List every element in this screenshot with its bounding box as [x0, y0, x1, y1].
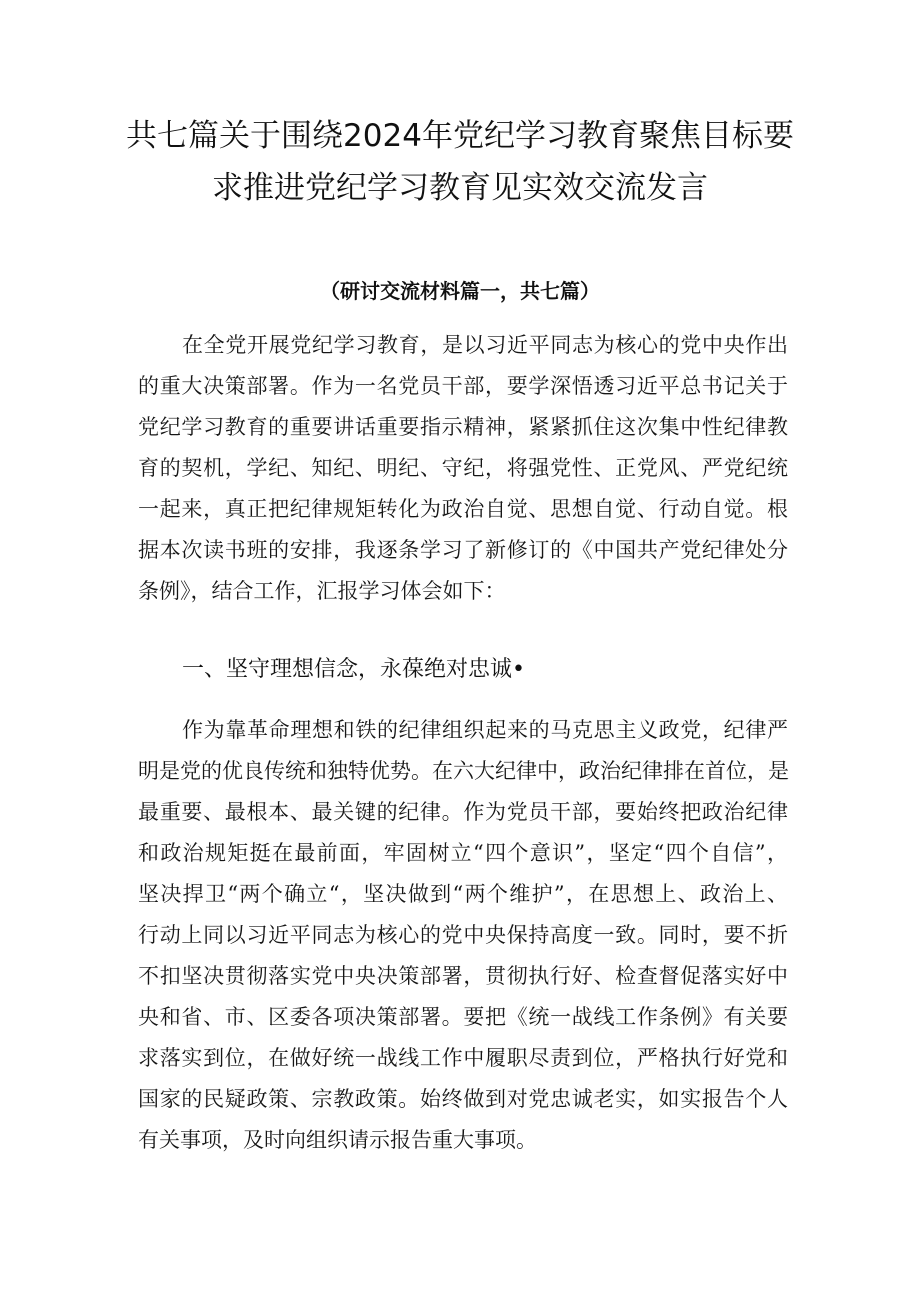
section-line: 有关事项，及时向组织请示报告重大事项。 — [138, 1128, 537, 1152]
title-line-1: 共七篇关于围绕2024年党纪学习教育聚焦目标要 — [126, 118, 794, 154]
section-line: 作为靠革命理想和铁的纪律组织起来的马克思主义政党，纪律严 — [182, 718, 788, 742]
intro-line: 据本次读书班的安排，我逐条学习了新修订的《中国共产党纪律处分 — [138, 538, 788, 562]
section-line: 最重要、最根本、最关键的纪律。作为党员干部，要始终把政治纪律 — [138, 800, 788, 824]
section-paragraph — [138, 710, 788, 1161]
section-line: 行动上同以习近平同志为核心的党中央保持高度一致。同时，要不折 — [138, 923, 788, 947]
section-line: 央和省、市、区委各项决策部署。要把《统一战线工作条例》有关要 — [138, 1005, 788, 1029]
intro-line: 党纪学习教育的重要讲话重要指示精神，紧紧抓住这次集中性纪律教 — [138, 415, 788, 439]
intro-line: 在全党开展党纪学习教育，是以习近平同志为核心的党中央作出 — [182, 333, 788, 357]
section-line: 国家的民疑政策、宗教政策。始终做到对党忠诚老实，如实报告个人 — [138, 1087, 788, 1111]
section-line: 明是党的优良传统和独特优势。在六大纪律中，政治纪律排在首位，是 — [138, 759, 789, 783]
intro-line: 一起来，真正把纪律规矩转化为政治自觉、思想自觉、行动自觉。根 — [138, 497, 788, 521]
intro-paragraph — [138, 325, 788, 612]
title-line-2: 求推进党纪学习教育见实效交流发言 — [212, 170, 708, 206]
intro-line: 育的契机，学纪、知纪、明纪、守纪，将强党性、正党风、严党纪统 — [138, 456, 788, 480]
section-line: 和政治规矩挺在最前面，牢固树立“四个意识”，坚定“四个自信”， — [138, 841, 788, 865]
section-line: 不扣坚决贯彻落实党中央决策部署，贯彻执行好、检查督促落实好中 — [138, 964, 788, 988]
document-subtitle: （研讨交流材料篇一，共七篇） — [320, 279, 600, 303]
section-line: 坚决捍卫“两个确立“，坚决做到“两个维护”，在思想上、政治上、 — [138, 882, 788, 906]
document-title — [100, 110, 820, 214]
section-heading: 一、坚守理想信念，永葆绝对忠诚• — [182, 657, 525, 682]
intro-line: 条例》，结合工作，汇报学习体会如下： — [138, 579, 506, 603]
section-line: 求落实到位，在做好统一战线工作中履职尽责到位，严格执行好党和 — [138, 1046, 788, 1070]
intro-line: 的重大决策部署。作为一名党员干部，要学深悟透习近平总书记关于 — [138, 374, 788, 398]
